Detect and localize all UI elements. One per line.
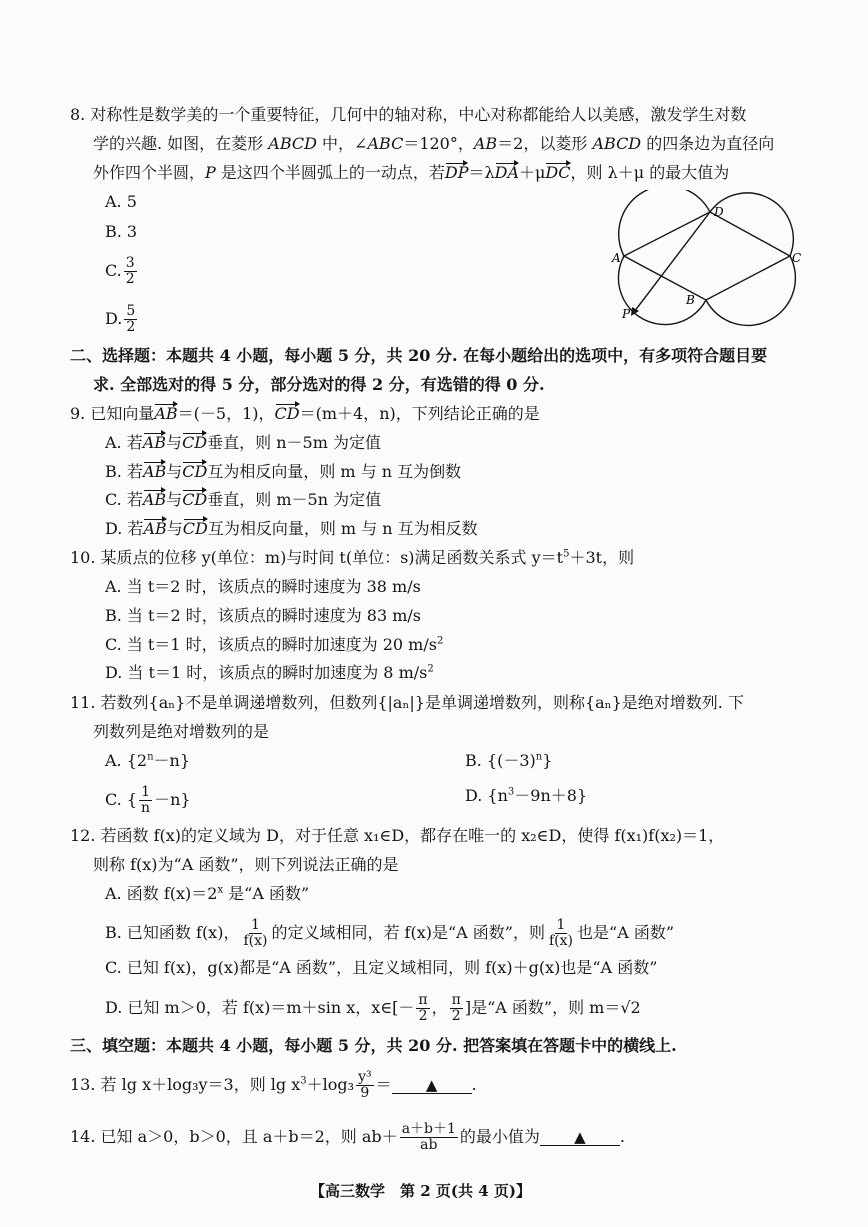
- q8-option-b: B. 3: [105, 222, 138, 241]
- label-c: C: [792, 251, 802, 265]
- q9-option-a: A. 若AB与CD垂直，则 n－5m 为定值: [105, 433, 381, 452]
- q12-line1: 12. 若函数 f(x)的定义域为 D，对于任意 x₁∈D，都存在唯一的 x₂∈D，使得 f(x₁)f(x₂)＝1，: [70, 826, 725, 845]
- section2-heading-line2: 求. 全部选对的得 5 分，部分选对的得 2 分，有选错的得 0 分.: [93, 375, 545, 394]
- q12-option-a: A. 函数 $f(x)=2^x$ 是“A 函数”: [105, 884, 310, 903]
- rhombus-semicircles-figure: [610, 190, 806, 330]
- vector-dp: DP: [444, 163, 469, 182]
- q8-line3: 外作四个半圆，P 是这四个半圆弧上的一动点，若DP＝λDA＋μDC，则 λ＋μ 的最大值为: [93, 163, 730, 182]
- q10-option-d: D. 当 t＝1 时，该质点的瞬时加速度为 8 $m/s^2$: [105, 663, 434, 682]
- rhombus-abcd: [624, 212, 790, 300]
- page-footer: 【高三数学 第 2 页(共 4 页)】: [310, 1182, 531, 1200]
- q12-option-d: D. 已知 m＞0，若 f(x)＝m＋sin x，x∈[－ $\frac{\pi}{2}$ ， $\frac{\pi}{2}$ ]是“A 函数”，则 m＝√2: [105, 992, 641, 1024]
- q9-option-d: D. 若AB与CD互为相反向量，则 m 与 n 互为相反数: [105, 519, 478, 538]
- q11-line1: 11. 若数列{aₙ}不是单调递增数列，但数列{|aₙ|}是单调递增数列，则称{aₙ}是绝对增数列. 下: [70, 693, 744, 712]
- q10-option-a: A. 当 t＝2 时，该质点的瞬时速度为 38 m/s: [105, 577, 421, 596]
- q10-stem: 10. 某质点的位移 y(单位：m)与时间 t(单位：s)满足函数关系式 $y=t^5+3t$，则: [70, 548, 635, 567]
- vector-cd: CD: [274, 404, 300, 423]
- vector-dc: DC: [545, 163, 571, 182]
- q9-stem: 9. 已知向量AB＝(－5，1)，CD＝(m＋4，n)，下列结论正确的是: [70, 404, 540, 423]
- q11-option-c: C. { $\frac{1}{n}$ －n}: [105, 784, 191, 816]
- triangle-icon: ▲: [425, 1076, 438, 1094]
- q11-option-a: A. $\{2^n-n\}$: [105, 751, 191, 770]
- q8-line2: 学的兴趣. 如图，在菱形 ABCD 中，∠ABC＝120°，AB＝2，以菱形 ABCD 的四条边为直径向: [93, 134, 775, 153]
- triangle-icon: ▲: [574, 1128, 586, 1146]
- q11-option-d: D. $\{n^3-9n+8\}$: [465, 786, 588, 805]
- semicircle-dc: [710, 193, 793, 256]
- q14: 14. 已知 a＞0，b＞0，且 a＋b＝2，则 ab＋ $\frac{a+b+1}{ab}$ 的最小值为 ▲ .: [70, 1121, 626, 1153]
- label-b: B: [686, 293, 695, 307]
- q11-option-b: B. $\{(-3)^n\}$: [465, 751, 553, 770]
- q8-option-c: C. $\frac{3}{2}$: [105, 255, 135, 287]
- vector-dp-line: [634, 212, 710, 312]
- q8-line1: 8. 对称性是数学美的一个重要特征，几何中的轴对称，中心对称都能给人以美感，激发学生对数: [70, 105, 747, 124]
- q10-option-c: C. 当 t＝1 时，该质点的瞬时加速度为 20 $m/s^2$: [105, 635, 444, 654]
- q9-option-b: B. 若AB与CD互为相反向量，则 m 与 n 互为倒数: [105, 462, 462, 481]
- q11-line2: 列数列是绝对增数列的是: [93, 722, 270, 741]
- section3-heading: 三、填空题：本题共 4 小题，每小题 5 分，共 20 分. 把答案填在答题卡中的横线上.: [70, 1036, 677, 1055]
- vector-ab: AB: [154, 404, 178, 423]
- q8-option-a: A. 5: [105, 192, 137, 211]
- label-a: A: [612, 251, 621, 265]
- answer-blank-13[interactable]: [392, 1077, 472, 1094]
- q12-option-b: B. 已知函数 f(x)， $\frac{1}{f(x)}$ 的定义域相同，若 f(x)是“A 函数”，则 $\frac{1}{f(x)}$ 也是“A 函数”: [105, 917, 675, 949]
- q12-option-c: C. 已知 f(x)，g(x)都是“A 函数”，且定义域相同，则 f(x)＋g(x)也是“A 函数”: [105, 958, 658, 977]
- label-p: P: [622, 307, 631, 321]
- q10-option-b: B. 当 t＝2 时，该质点的瞬时速度为 83 m/s: [105, 606, 422, 625]
- semicircle-ad: [619, 190, 710, 256]
- arrowhead: [631, 307, 639, 316]
- semicircle-cb: [706, 256, 795, 325]
- q12-line2: 则称 f(x)为“A 函数”，则下列说法正确的是: [93, 855, 399, 874]
- answer-blank-14[interactable]: [540, 1129, 620, 1146]
- q8-option-d: D. $\frac{5}{2}$: [105, 303, 136, 335]
- vector-da: DA: [494, 163, 520, 182]
- section2-heading-line1: 二、选择题：本题共 4 小题，每小题 5 分，共 20 分. 在每小题给出的选项中，有多项符合题目要: [70, 346, 768, 365]
- q13: 13. 若 lg x＋log₃y＝3，则 $\lg x^3+\log_3$ $\frac{\text{y³}}{9}$ ＝ ▲ .: [70, 1069, 477, 1101]
- q9-option-c: C. 若AB与CD垂直，则 m－5n 为定值: [105, 490, 382, 509]
- label-d: D: [714, 205, 724, 219]
